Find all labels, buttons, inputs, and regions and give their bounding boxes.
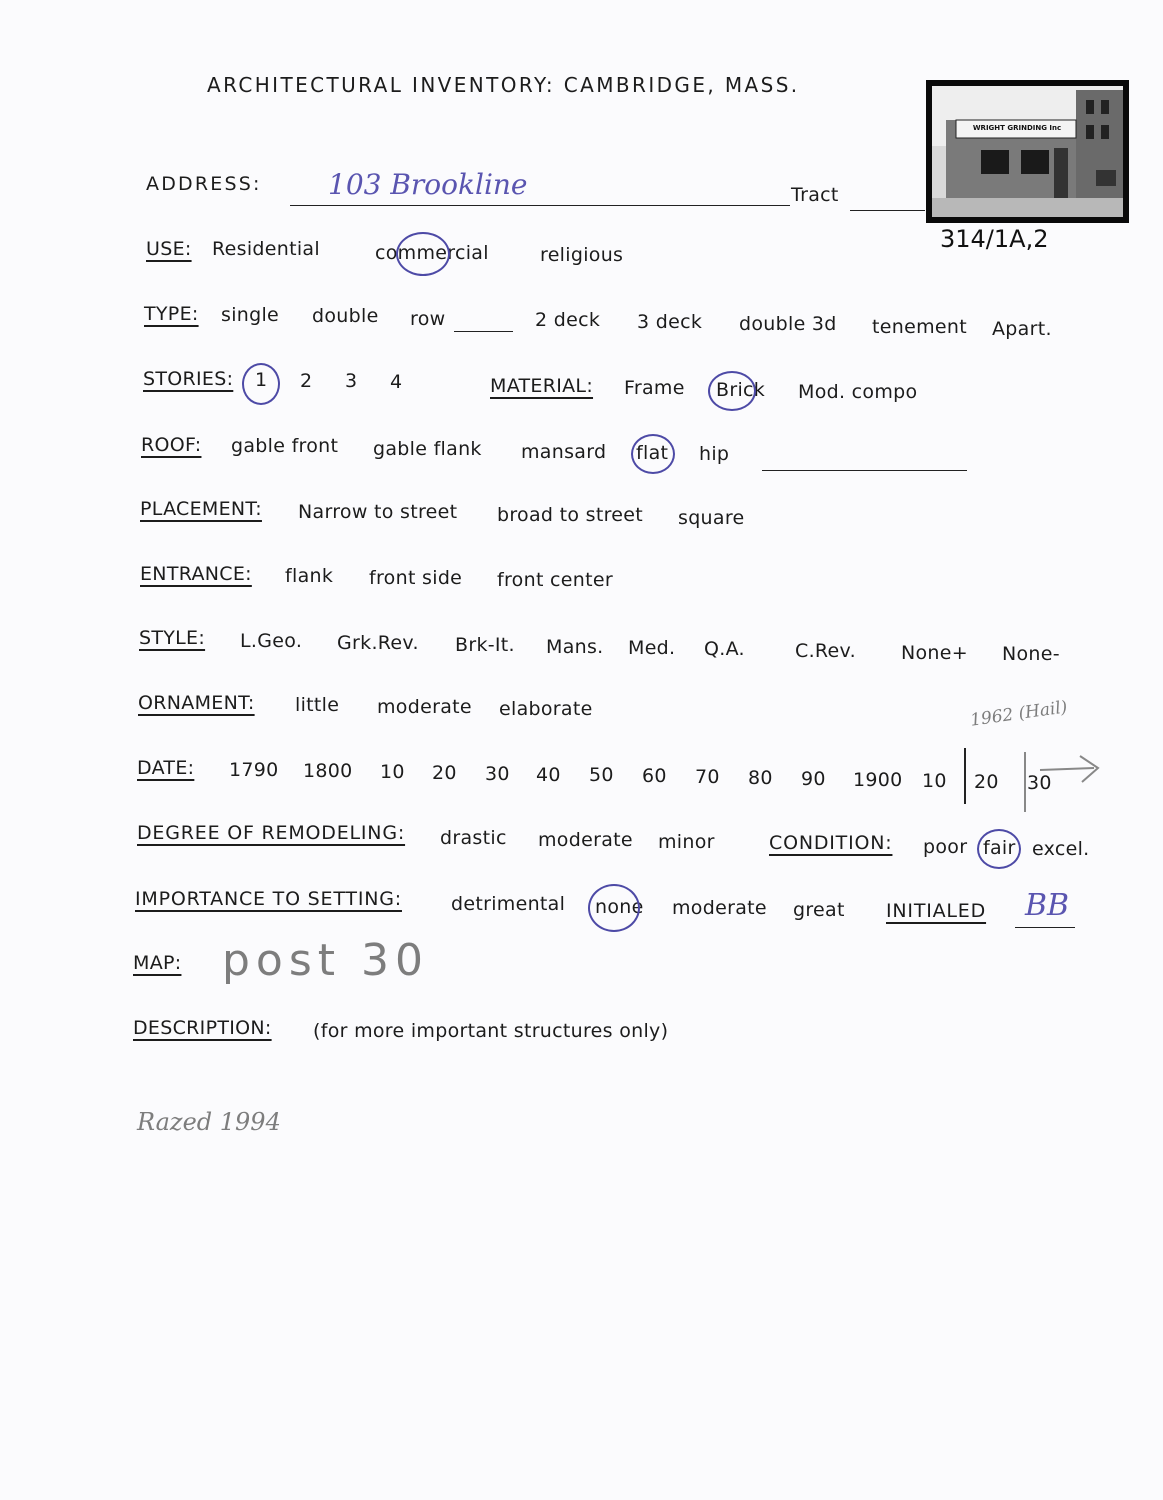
style-option-med: Med. bbox=[628, 637, 676, 659]
address-label: ADDRESS: bbox=[146, 173, 262, 195]
roof-label: ROOF: bbox=[141, 434, 202, 456]
placement-label: PLACEMENT: bbox=[140, 498, 262, 520]
style-label: STYLE: bbox=[139, 627, 206, 649]
initialed-line bbox=[1015, 927, 1075, 928]
placement-option-narrow: Narrow to street bbox=[298, 501, 458, 523]
stories-option-4: 4 bbox=[390, 371, 403, 393]
style-option-brkit: Brk-It. bbox=[455, 634, 515, 656]
entrance-option-front-center: front center bbox=[497, 569, 613, 591]
date-option-1930: 30 bbox=[1027, 772, 1052, 794]
ornament-label: ORNAMENT: bbox=[138, 692, 255, 714]
type-option-row: row bbox=[410, 308, 446, 330]
tract-label: Tract bbox=[791, 184, 839, 206]
roof-selected-circle bbox=[631, 434, 675, 474]
placement-option-broad: broad to street bbox=[497, 504, 644, 526]
use-option-religious: religious bbox=[540, 244, 624, 266]
tract-line bbox=[850, 210, 925, 211]
condition-label: CONDITION: bbox=[769, 832, 893, 854]
date-option-1910: 10 bbox=[922, 770, 947, 792]
date-option-1920: 20 bbox=[974, 771, 999, 793]
remodeling-option-moderate: moderate bbox=[538, 829, 633, 851]
importance-option-great: great bbox=[793, 899, 845, 921]
type-option-single: single bbox=[221, 304, 280, 326]
importance-label: IMPORTANCE TO SETTING: bbox=[135, 888, 402, 910]
type-blank-line bbox=[454, 331, 513, 332]
description-label: DESCRIPTION: bbox=[133, 1017, 272, 1039]
style-option-grkrev: Grk.Rev. bbox=[337, 632, 419, 654]
date-option-1830: 30 bbox=[485, 763, 510, 785]
type-option-double: double bbox=[312, 305, 379, 327]
condition-option-fair: fair bbox=[983, 837, 1016, 859]
address-line bbox=[290, 205, 790, 206]
placement-option-square: square bbox=[678, 507, 745, 529]
date-range-start-mark bbox=[964, 748, 966, 804]
material-option-mod-compo: Mod. compo bbox=[798, 381, 918, 403]
map-value: post 30 bbox=[222, 935, 429, 986]
date-range-end-mark bbox=[1024, 752, 1026, 812]
material-label: MATERIAL: bbox=[490, 375, 594, 397]
type-option-apart: Apart. bbox=[992, 318, 1052, 340]
style-option-qa: Q.A. bbox=[704, 638, 745, 660]
description-note: (for more important structures only) bbox=[313, 1020, 669, 1042]
date-option-1880: 80 bbox=[748, 767, 773, 789]
stories-option-3: 3 bbox=[345, 370, 358, 392]
style-option-lgeo: L.Geo. bbox=[240, 630, 303, 652]
stories-label: STORIES: bbox=[143, 368, 234, 390]
entrance-option-front-side: front side bbox=[369, 567, 463, 589]
importance-selected-circle bbox=[588, 884, 640, 932]
use-option-residential: Residential bbox=[212, 238, 320, 260]
condition-option-excel: excel. bbox=[1032, 838, 1090, 860]
form-title: ARCHITECTURAL INVENTORY: CAMBRIDGE, MASS. bbox=[207, 73, 800, 97]
date-option-1860: 60 bbox=[642, 765, 667, 787]
date-option-1900: 1900 bbox=[853, 769, 903, 791]
roof-option-gable-front: gable front bbox=[231, 435, 339, 457]
importance-option-none: none bbox=[595, 896, 644, 918]
photo-sign-text: WRIGHT GRINDING Inc bbox=[972, 124, 1062, 132]
style-option-none-plus: None+ bbox=[901, 642, 968, 664]
initialed-value: BB bbox=[1025, 888, 1070, 923]
date-option-1800: 1800 bbox=[303, 760, 353, 782]
use-selected-circle bbox=[396, 232, 450, 276]
condition-option-poor: poor bbox=[923, 836, 968, 858]
date-option-1810: 10 bbox=[380, 761, 405, 783]
photo-reference: 314/1A,2 bbox=[940, 225, 1049, 253]
date-option-1790: 1790 bbox=[229, 759, 279, 781]
roof-option-gable-flank: gable flank bbox=[373, 438, 482, 460]
ornament-option-moderate: moderate bbox=[377, 696, 472, 718]
stories-option-1: 1 bbox=[255, 369, 268, 391]
entrance-option-flank: flank bbox=[285, 565, 334, 587]
map-label: MAP: bbox=[133, 952, 182, 974]
address-value: 103 Brookline bbox=[328, 168, 528, 201]
use-label: USE: bbox=[146, 238, 192, 260]
initialed-label: INITIALED bbox=[886, 900, 987, 922]
stories-option-2: 2 bbox=[300, 370, 313, 392]
material-selected-circle bbox=[708, 371, 756, 411]
date-annotation: 1962 (Hail) bbox=[969, 697, 1069, 731]
importance-option-detrimental: detrimental bbox=[451, 893, 566, 915]
roof-option-hip: hip bbox=[699, 443, 730, 465]
type-option-3-deck: 3 deck bbox=[637, 311, 703, 333]
roof-option-flat: flat bbox=[636, 442, 669, 464]
condition-selected-circle bbox=[977, 829, 1021, 869]
type-label: TYPE: bbox=[144, 303, 199, 325]
remodeling-label: DEGREE OF REMODELING: bbox=[137, 822, 406, 844]
date-option-1820: 20 bbox=[432, 762, 457, 784]
stories-selected-circle bbox=[242, 363, 280, 405]
style-option-mans: Mans. bbox=[546, 636, 604, 658]
type-option-2-deck: 2 deck bbox=[535, 309, 601, 331]
date-option-1890: 90 bbox=[801, 768, 826, 790]
material-option-frame: Frame bbox=[624, 377, 685, 399]
ornament-option-little: little bbox=[295, 694, 340, 716]
date-option-1850: 50 bbox=[589, 764, 614, 786]
roof-option-mansard: mansard bbox=[521, 441, 607, 463]
material-option-brick: Brick bbox=[716, 379, 766, 401]
style-option-none-minus: None- bbox=[1002, 643, 1060, 665]
type-option-tenement: tenement bbox=[872, 316, 967, 338]
date-option-1840: 40 bbox=[536, 764, 561, 786]
ornament-option-elaborate: elaborate bbox=[499, 698, 593, 720]
date-option-1870: 70 bbox=[695, 766, 720, 788]
remodeling-option-drastic: drastic bbox=[440, 827, 507, 849]
building-photo bbox=[926, 80, 1129, 223]
type-option-double-3d: double 3d bbox=[739, 313, 837, 335]
use-option-commercial: commercial bbox=[375, 242, 489, 264]
importance-option-moderate: moderate bbox=[672, 897, 767, 919]
remodeling-option-minor: minor bbox=[658, 831, 715, 853]
style-option-crev: C.Rev. bbox=[795, 640, 856, 662]
razed-note: Razed 1994 bbox=[137, 1108, 281, 1136]
date-label: DATE: bbox=[137, 757, 195, 779]
entrance-label: ENTRANCE: bbox=[140, 563, 252, 585]
roof-blank-line bbox=[762, 470, 967, 471]
date-arrow-icon bbox=[1036, 750, 1106, 790]
